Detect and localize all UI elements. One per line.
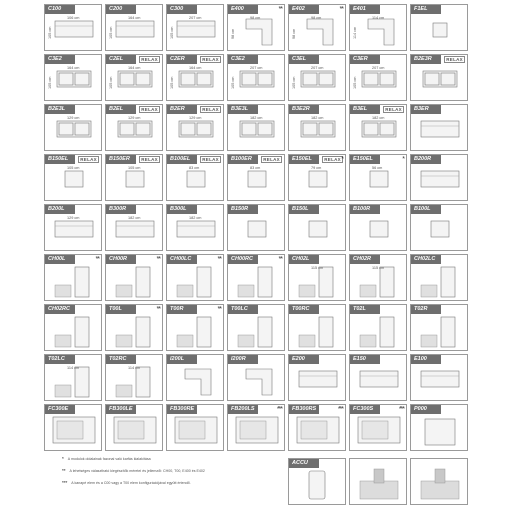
module-card <box>410 54 468 101</box>
accessory-photo-drawing <box>350 459 407 505</box>
module-code: B300L <box>167 205 197 214</box>
module-card <box>166 54 224 101</box>
relax-logo: RELAX <box>324 157 341 162</box>
module-card <box>288 404 346 451</box>
module-code: E100 <box>411 355 441 364</box>
width-dimension: 129 cm <box>67 116 80 120</box>
footnote-mark: ** <box>62 468 66 473</box>
module-code: CH02R <box>350 255 380 264</box>
module-card <box>166 254 224 301</box>
width-dimension: 164 cm <box>67 66 80 70</box>
module-card <box>105 104 163 151</box>
module-drawing <box>411 213 468 251</box>
module-card <box>44 54 102 101</box>
relax-logo: RELAX <box>141 157 158 162</box>
module-card <box>227 104 285 151</box>
module-card <box>410 254 468 301</box>
footnote-mark: *** <box>62 480 68 485</box>
module-code: T00L <box>106 305 136 314</box>
module-drawing <box>289 213 346 251</box>
module-code: B2EL <box>106 105 136 114</box>
module-code: E400 <box>228 5 258 14</box>
module-card <box>349 154 407 201</box>
footnote-marker: ** <box>217 256 221 263</box>
catalog-row <box>44 404 468 451</box>
relax-logo: RELAX <box>385 107 402 112</box>
module-card <box>349 304 407 351</box>
module-card <box>44 104 102 151</box>
catalog-row <box>44 304 468 351</box>
depth-dimension: 105 cm <box>353 76 357 89</box>
depth-dimension: 105 cm <box>48 26 52 39</box>
module-code: FC300S <box>350 405 380 414</box>
width-dimension: 207 cm <box>372 66 385 70</box>
footnote-marker: ** <box>278 256 282 263</box>
width-dimension: 98 cm <box>311 16 322 20</box>
module-drawing <box>167 313 224 351</box>
module-code: E150EL <box>289 155 319 164</box>
width-dimension: 164 cm <box>189 66 202 70</box>
width-dimension: 115 cm <box>311 266 324 270</box>
module-code: T00RC <box>289 305 319 314</box>
module-code: B2ER <box>167 105 197 114</box>
module-code: FC300E <box>45 405 75 414</box>
width-dimension: 207 cm <box>189 16 202 20</box>
module-code: T02RC <box>106 355 136 364</box>
module-drawing <box>411 363 468 401</box>
module-code: B300R <box>106 205 136 214</box>
module-code: B100R <box>350 205 380 214</box>
width-dimension: 79 cm <box>311 166 322 170</box>
module-drawing <box>411 263 468 301</box>
depth-dimension: 105 cm <box>109 26 113 39</box>
module-code: FB300RS <box>289 405 319 414</box>
width-dimension: 164 cm <box>128 66 141 70</box>
module-code: E401 <box>350 5 380 14</box>
module-card <box>105 204 163 251</box>
footnote-marker: *** <box>337 406 343 413</box>
module-drawing <box>289 313 346 351</box>
module-code: C3EL <box>289 55 319 64</box>
module-card <box>288 104 346 151</box>
module-code: P000 <box>411 405 441 414</box>
module-card <box>349 204 407 251</box>
module-code: B2E3L <box>45 105 75 114</box>
module-code: F1EL <box>411 5 441 14</box>
module-card <box>288 254 346 301</box>
module-code: B150R <box>228 205 258 214</box>
module-card <box>288 204 346 251</box>
module-code: T02LC <box>45 355 75 364</box>
relax-logo: RELAX <box>202 57 219 62</box>
module-drawing <box>106 413 163 451</box>
module-card <box>227 304 285 351</box>
width-dimension: 115 cm <box>372 266 385 270</box>
module-card <box>349 4 407 51</box>
footnote-marker: ** <box>339 6 343 13</box>
width-dimension: 105 cm <box>128 166 141 170</box>
catalog-row <box>44 154 468 201</box>
accessory-drawing <box>289 467 346 505</box>
catalog-row <box>44 254 468 301</box>
module-drawing <box>411 13 468 51</box>
module-drawing <box>411 113 468 151</box>
module-code: B100ER <box>228 155 258 164</box>
module-card <box>44 154 102 201</box>
accessory-photo <box>410 458 468 505</box>
catalog-row <box>44 54 468 101</box>
relax-logo: RELAX <box>80 157 97 162</box>
footnote-mark: * <box>62 456 64 461</box>
module-code: B150EL <box>45 155 75 164</box>
module-code: FB300RE <box>167 405 197 414</box>
footnote-marker: ** <box>217 306 221 313</box>
relax-logo: RELAX <box>141 57 158 62</box>
relax-logo: RELAX <box>202 157 219 162</box>
width-dimension: 129 cm <box>189 116 202 120</box>
width-dimension: 83 cm <box>189 166 200 170</box>
relax-logo: RELAX <box>263 157 280 162</box>
module-card <box>288 354 346 401</box>
module-card <box>410 304 468 351</box>
module-code: E200 <box>289 355 319 364</box>
module-code: CH00L <box>45 255 75 264</box>
module-code: C2EL <box>106 55 136 64</box>
footnote-marker: ** <box>95 256 99 263</box>
module-drawing <box>289 413 346 451</box>
module-drawing <box>167 413 224 451</box>
module-card <box>44 254 102 301</box>
module-code: E402 <box>289 5 319 14</box>
module-card <box>44 204 102 251</box>
footnote-marker: *** <box>276 406 282 413</box>
module-code: B3E2R <box>289 105 319 114</box>
module-card <box>105 254 163 301</box>
module-card <box>410 4 468 51</box>
catalog-row <box>44 4 468 51</box>
module-code: B3EL <box>350 105 380 114</box>
width-dimension: 164 cm <box>128 16 141 20</box>
module-card <box>227 404 285 451</box>
width-dimension: 114 cm <box>128 366 141 370</box>
module-card <box>105 4 163 51</box>
module-card <box>349 404 407 451</box>
module-card <box>227 354 285 401</box>
module-drawing <box>228 413 285 451</box>
module-code: B200L <box>45 205 75 214</box>
width-dimension: 182 cm <box>372 116 385 120</box>
width-dimension: 56 cm <box>372 166 383 170</box>
module-card <box>410 404 468 451</box>
module-code: C3ER <box>350 55 380 64</box>
module-code: FB300LE <box>106 405 136 414</box>
module-code: B150ER <box>106 155 136 164</box>
module-code: B3ER <box>411 105 441 114</box>
module-code: B200R <box>411 155 441 164</box>
module-code: I200L <box>167 355 197 364</box>
module-drawing <box>45 413 102 451</box>
module-card <box>349 354 407 401</box>
width-dimension: 105 cm <box>67 166 80 170</box>
relax-logo: RELAX <box>141 107 158 112</box>
module-catalog-grid <box>44 4 468 454</box>
module-code: C2ER <box>167 55 197 64</box>
module-card <box>44 4 102 51</box>
width-dimension: 98 cm <box>250 16 261 20</box>
depth-dimension: 105 cm <box>48 76 52 89</box>
module-code: FB200LS <box>228 405 258 414</box>
module-code: C3E2 <box>228 55 258 64</box>
module-code: B100L <box>411 205 441 214</box>
width-dimension: 182 cm <box>250 116 263 120</box>
module-card <box>227 204 285 251</box>
module-code: CH02L <box>289 255 319 264</box>
module-code: CH00RC <box>228 255 258 264</box>
module-code: B2E3R <box>411 55 441 64</box>
module-card <box>166 4 224 51</box>
width-dimension: 114 cm <box>372 16 385 20</box>
depth-dimension: 98 cm <box>292 28 296 39</box>
width-dimension: 114 cm <box>67 366 80 370</box>
module-drawing <box>350 213 407 251</box>
footnote <box>62 480 292 485</box>
module-code: T00R <box>167 305 197 314</box>
module-card <box>349 104 407 151</box>
module-drawing <box>411 413 468 451</box>
module-code: B150L <box>289 205 319 214</box>
footnote <box>62 468 292 473</box>
module-card <box>410 354 468 401</box>
module-card <box>105 354 163 401</box>
module-card <box>410 104 468 151</box>
module-drawing <box>411 313 468 351</box>
width-dimension: 83 cm <box>250 166 261 170</box>
module-code: T02R <box>411 305 441 314</box>
depth-dimension: 98 cm <box>231 28 235 39</box>
module-code: C200 <box>106 5 136 14</box>
module-code: E150EL <box>350 155 380 164</box>
catalog-row <box>44 104 468 151</box>
depth-dimension: 105 cm <box>109 76 113 89</box>
depth-dimension: 105 cm <box>170 26 174 39</box>
footnote-marker: ** <box>278 6 282 13</box>
module-code: T00LC <box>228 305 258 314</box>
module-card <box>105 54 163 101</box>
module-card <box>410 154 468 201</box>
width-dimension: 106 cm <box>67 16 80 20</box>
footnote-text: A modulok oldalainak fazonai való karfás kialakítása <box>67 457 151 461</box>
accessory-row <box>288 458 468 505</box>
depth-dimension: 105 cm <box>170 76 174 89</box>
module-drawing <box>350 413 407 451</box>
module-drawing <box>106 263 163 301</box>
module-card <box>44 404 102 451</box>
module-drawing <box>350 363 407 401</box>
module-code: B3E3L <box>228 105 258 114</box>
module-card <box>288 154 346 201</box>
module-card <box>105 404 163 451</box>
module-card <box>166 104 224 151</box>
depth-dimension: 105 cm <box>292 76 296 89</box>
width-dimension: 207 cm <box>250 66 263 70</box>
module-code: CH02RC <box>45 305 75 314</box>
module-drawing <box>228 313 285 351</box>
module-card <box>166 154 224 201</box>
module-card <box>227 54 285 101</box>
footnote-text: A kanapé elem és a C00 vagy a T00 elem konfigurációjával együtt értendő. <box>71 481 191 485</box>
module-card <box>349 54 407 101</box>
module-card <box>227 4 285 51</box>
width-dimension: 129 cm <box>128 116 141 120</box>
accessory-photo <box>349 458 407 505</box>
width-dimension: 207 cm <box>311 66 324 70</box>
module-card <box>166 304 224 351</box>
module-drawing <box>106 313 163 351</box>
module-drawing <box>167 263 224 301</box>
module-code: I200R <box>228 355 258 364</box>
accessory-photo-drawing <box>411 459 468 505</box>
module-card <box>166 404 224 451</box>
module-card <box>227 154 285 201</box>
width-dimension: 182 cm <box>189 216 202 220</box>
module-card <box>410 204 468 251</box>
depth-dimension: 105 cm <box>231 76 235 89</box>
module-code: CH00R <box>106 255 136 264</box>
module-card <box>166 204 224 251</box>
module-drawing <box>289 363 346 401</box>
module-drawing <box>350 313 407 351</box>
module-card <box>105 304 163 351</box>
module-card <box>349 254 407 301</box>
module-card <box>166 354 224 401</box>
module-card <box>44 304 102 351</box>
footnote-marker: *** <box>398 406 404 413</box>
module-drawing <box>45 263 102 301</box>
module-code: C300 <box>167 5 197 14</box>
module-card <box>105 154 163 201</box>
module-code: C3E2 <box>45 55 75 64</box>
module-card <box>288 4 346 51</box>
module-code: E150 <box>350 355 380 364</box>
module-card <box>227 254 285 301</box>
footnotes <box>62 456 292 492</box>
module-code: CH02LC <box>411 255 441 264</box>
module-drawing <box>228 213 285 251</box>
catalog-row <box>44 354 468 401</box>
footnote-marker: * <box>341 156 343 163</box>
accessory-card <box>288 458 346 505</box>
module-code: CH00LC <box>167 255 197 264</box>
module-card <box>288 54 346 101</box>
footnote <box>62 456 292 461</box>
relax-logo: RELAX <box>202 107 219 112</box>
depth-dimension: 114 cm <box>353 26 357 39</box>
module-code: B100EL <box>167 155 197 164</box>
module-drawing <box>228 263 285 301</box>
module-card <box>288 304 346 351</box>
module-code: C100 <box>45 5 75 14</box>
width-dimension: 129 cm <box>67 216 80 220</box>
module-drawing <box>228 363 285 401</box>
footnote-marker: ** <box>156 256 160 263</box>
width-dimension: 182 cm <box>311 116 324 120</box>
footnote-text: A lehetséges választható kiegészítők méretei és jellemzői: CH00, T00, E400 és E402 <box>69 469 205 473</box>
relax-logo: RELAX <box>446 57 463 62</box>
module-drawing <box>411 163 468 201</box>
module-drawing <box>411 63 468 101</box>
module-drawing <box>45 313 102 351</box>
catalog-row <box>44 204 468 251</box>
module-drawing <box>167 363 224 401</box>
module-card <box>44 354 102 401</box>
module-code: T02L <box>350 305 380 314</box>
width-dimension: 182 cm <box>128 216 141 220</box>
footnote-marker: ** <box>156 306 160 313</box>
accessory-code: ACCU <box>289 459 319 468</box>
footnote-marker: * <box>402 156 404 163</box>
